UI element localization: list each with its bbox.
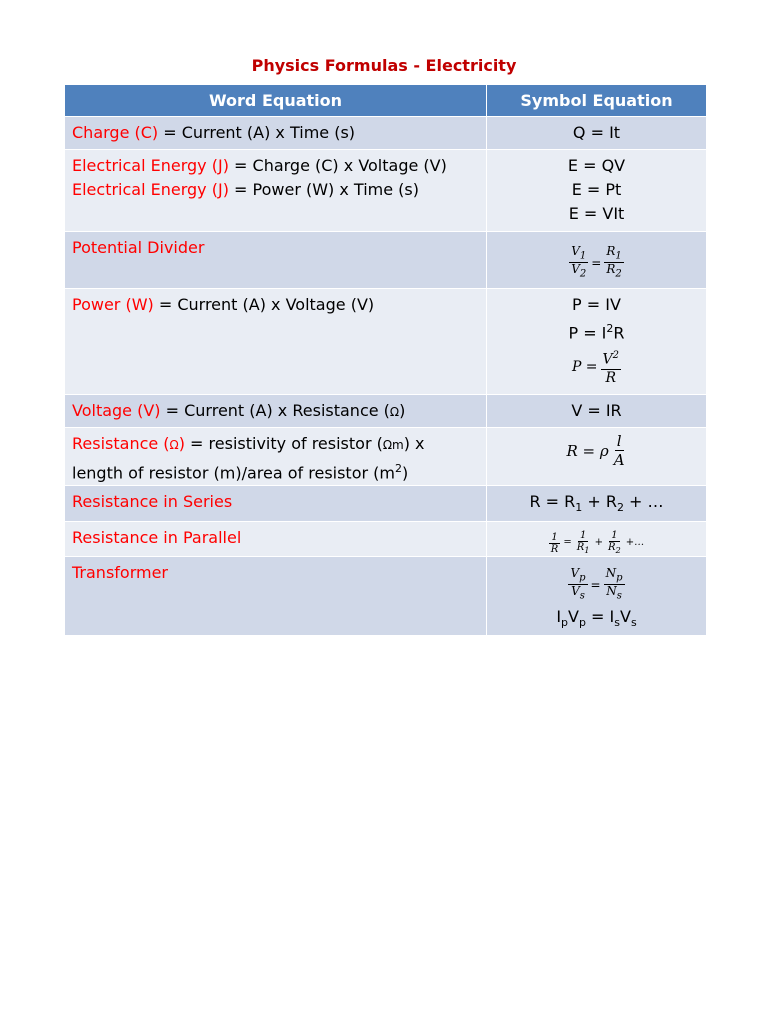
table-row-energy <box>65 150 707 232</box>
eq-charge: Q = It <box>572 123 621 142</box>
term-transformer: Transformer <box>72 563 169 583</box>
eq-voltage: V = IR <box>571 401 622 420</box>
term-divider: Potential Divider <box>72 238 205 257</box>
header-symbol-equation: Symbol Equation <box>487 85 707 117</box>
term-charge: Charge (C) <box>72 123 159 142</box>
term-parallel: Resistance in Parallel <box>72 527 242 547</box>
word-rest-power: = Current (A) x Voltage (V) <box>153 295 375 314</box>
eq-energy-1: E = QV <box>567 156 626 175</box>
word-equation-parallel <box>65 521 487 557</box>
term-energy-1: Electrical Energy (J) <box>72 156 229 175</box>
word-equation-energy <box>65 150 487 232</box>
header-word-equation: Word Equation <box>65 85 487 117</box>
symbol-equation-energy <box>487 150 707 232</box>
word-rest-energy-2: = Power (W) x Time (s) <box>228 180 419 199</box>
symbol-equation-voltage <box>487 395 707 428</box>
word-equation-transformer <box>65 557 487 636</box>
symbol-equation-transformer <box>487 557 707 636</box>
page-title: Physics Formulas - Electricity <box>251 56 517 75</box>
table-row-voltage <box>65 395 707 428</box>
eq-power-3: P = $\frac{V^2}{R}$ <box>572 347 621 387</box>
table-row-resistance <box>65 428 707 486</box>
table-row-parallel <box>65 521 707 557</box>
table-header-row <box>65 85 707 117</box>
word-equation-charge <box>65 117 487 150</box>
symbol-equation-charge <box>487 117 707 150</box>
table-row-series <box>65 486 707 521</box>
word-equation-power <box>65 289 487 395</box>
word-rest-energy-1: = Charge (C) x Voltage (V) <box>228 156 447 175</box>
term-power: Power (W) <box>72 295 154 314</box>
symbol-equation-parallel <box>487 521 707 557</box>
word-equation-series <box>65 486 487 521</box>
table-row-power <box>65 289 707 395</box>
eq-power-1: P = IV <box>572 295 621 314</box>
eq-parallel: $\frac{1}{R}$ = $\frac{1}{R_1}$ + $\frac{1}{R_2}$ +… <box>550 530 645 556</box>
eq-transformer-ratio: $\frac{V_p}{V_s}$ = $\frac{N_p}{N_s}$ <box>570 566 623 602</box>
word-equation-resistance: Resistance (Ω) = resistivity of resistor (Ωm) x length of resistor (m)/area of resistor $(m^2)$ <box>65 428 487 486</box>
symbol-equation-power <box>487 289 707 395</box>
table-row-charge <box>65 117 707 150</box>
eq-resistance: R = ρ $\frac{l}{A}$ <box>566 432 625 469</box>
word-rest-charge: = Current (A) x Time (s) <box>158 123 356 142</box>
table-row-transformer <box>65 557 707 636</box>
symbol-equation-resistance <box>487 428 707 486</box>
word-equation-divider <box>65 232 487 289</box>
term-voltage: Voltage (V) <box>72 401 161 420</box>
table-row-divider <box>65 232 707 289</box>
eq-series: $R = R_1 + R_2$ + … <box>529 492 664 515</box>
eq-transformer-power: $I_pV_p = I_sV_s$ <box>556 606 637 629</box>
divider-formula: $\frac{V_1}{V_2}$ = $\frac{R_1}{R_2}$ <box>571 244 622 280</box>
formula-table <box>64 84 707 636</box>
eq-energy-3: E = VIt <box>568 204 625 223</box>
term-resistance: Resistance (Ω) <box>72 434 185 453</box>
word-equation-voltage: Voltage (V) = Current (A) x Resistance (Ω) <box>65 395 487 428</box>
term-series: Resistance in Series <box>72 492 233 512</box>
eq-power-2: $P = I^2R$ <box>568 322 625 343</box>
symbol-equation-series <box>487 486 707 521</box>
eq-energy-2: E = Pt <box>571 180 622 199</box>
symbol-equation-divider <box>487 232 707 289</box>
term-energy-2: Electrical Energy (J) <box>72 180 229 199</box>
